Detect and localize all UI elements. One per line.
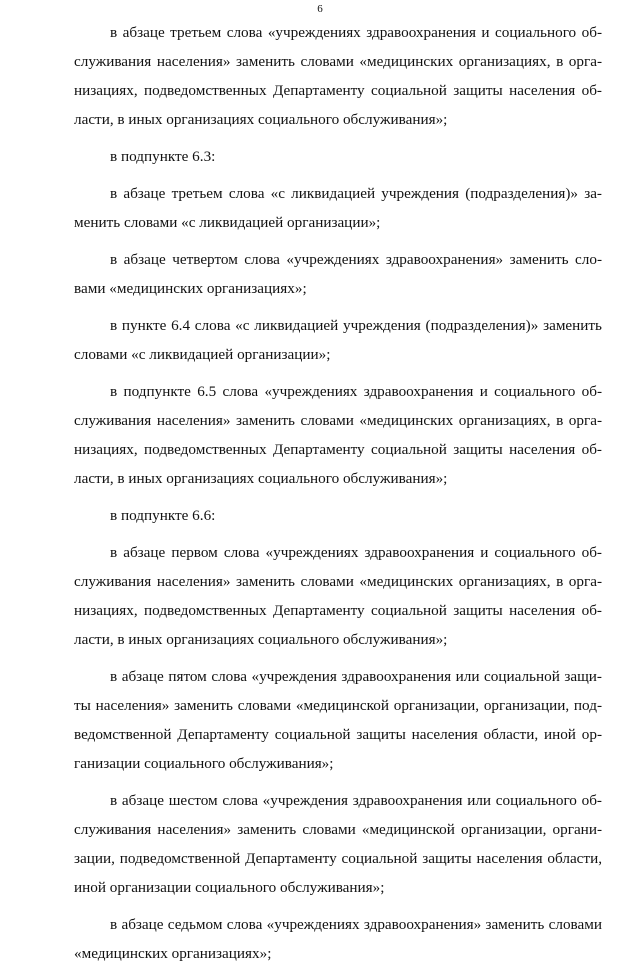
paragraph-line: служивания населения» заменить словами «медицинской организации, органи- bbox=[74, 821, 602, 838]
paragraph-gap bbox=[74, 237, 602, 245]
paragraph bbox=[74, 786, 602, 902]
paragraph-line: в абзаце седьмом слова «учреждениях здравоохранения» заменить словами bbox=[110, 916, 602, 933]
paragraph bbox=[74, 377, 602, 493]
paragraph-line: в абзаце четвертом слова «учреждениях здравоохранения» заменить сло- bbox=[110, 251, 602, 268]
paragraph-line: иной организации социального обслуживания»; bbox=[74, 879, 385, 896]
page-number: 6 bbox=[317, 3, 323, 15]
paragraph bbox=[74, 538, 602, 654]
paragraph-line: ласти, в иных организациях социального обслуживания»; bbox=[74, 470, 448, 487]
paragraph-line: низациях, подведомственных Департаменту социальной защиты населения об- bbox=[74, 82, 602, 99]
paragraph-line: служивания населения» заменить словами «медицинских организациях, в орга- bbox=[74, 412, 602, 429]
paragraph-line: ведомственной Департаменту социальной защиты населения области, иной ор- bbox=[74, 726, 602, 743]
paragraph-line: в абзаце шестом слова «учреждения здравоохранения или социального об- bbox=[110, 792, 602, 809]
paragraph bbox=[74, 662, 602, 778]
paragraph-line: в подпункте 6.6: bbox=[110, 507, 216, 524]
paragraph-line: «медицинских организациях»; bbox=[74, 945, 272, 962]
paragraph-line: низациях, подведомственных Департаменту социальной защиты населения об- bbox=[74, 602, 602, 619]
paragraph-line: в абзаце первом слова «учреждениях здравоохранения и социального об- bbox=[110, 544, 602, 561]
paragraph-line: менить словами «с ликвидацией организации»; bbox=[74, 214, 381, 231]
paragraph-gap bbox=[74, 654, 602, 662]
paragraph-gap bbox=[74, 493, 602, 501]
paragraph-line: в подпункте 6.3: bbox=[110, 148, 216, 165]
paragraph-gap bbox=[74, 171, 602, 179]
paragraph bbox=[74, 142, 602, 171]
paragraph-line: ганизации социального обслуживания»; bbox=[74, 755, 334, 772]
paragraph-line: в абзаце пятом слова «учреждения здравоохранения или социальной защи- bbox=[110, 668, 602, 685]
paragraph bbox=[74, 179, 602, 237]
paragraph-line: зации, подведомственной Департаменту социальной защиты населения области, bbox=[74, 850, 602, 867]
paragraph-line: ты населения» заменить словами «медицинской организации, организации, под- bbox=[74, 697, 602, 714]
paragraph-gap bbox=[74, 902, 602, 910]
paragraph-gap bbox=[74, 530, 602, 538]
paragraph-line: служивания населения» заменить словами «медицинских организациях, в орга- bbox=[74, 53, 602, 70]
paragraph bbox=[74, 910, 602, 968]
paragraph-line: служивания населения» заменить словами «медицинских организациях, в орга- bbox=[74, 573, 602, 590]
paragraph-line: низациях, подведомственных Департаменту социальной защиты населения об- bbox=[74, 441, 602, 458]
paragraph bbox=[74, 18, 602, 134]
paragraph bbox=[74, 501, 602, 530]
paragraph-line: словами «с ликвидацией организации»; bbox=[74, 346, 331, 363]
paragraph-gap bbox=[74, 303, 602, 311]
paragraph-line: в абзаце третьем слова «с ликвидацией учреждения (подразделения)» за- bbox=[110, 185, 602, 202]
paragraph-line: в пункте 6.4 слова «с ликвидацией учреждения (подразделения)» заменить bbox=[110, 317, 602, 334]
paragraph-gap bbox=[74, 134, 602, 142]
paragraph-line: в подпункте 6.5 слова «учреждениях здравоохранения и социального об- bbox=[110, 383, 602, 400]
paragraph-gap bbox=[74, 778, 602, 786]
paragraph-line: вами «медицинских организациях»; bbox=[74, 280, 307, 297]
paragraph bbox=[74, 245, 602, 303]
paragraph-line: ласти, в иных организациях социального обслуживания»; bbox=[74, 631, 448, 648]
paragraph-line: в абзаце третьем слова «учреждениях здравоохранения и социального об- bbox=[110, 24, 602, 41]
paragraph bbox=[74, 311, 602, 369]
document-body bbox=[74, 18, 602, 968]
paragraph-gap bbox=[74, 369, 602, 377]
paragraph-line: ласти, в иных организациях социального обслуживания»; bbox=[74, 111, 448, 128]
